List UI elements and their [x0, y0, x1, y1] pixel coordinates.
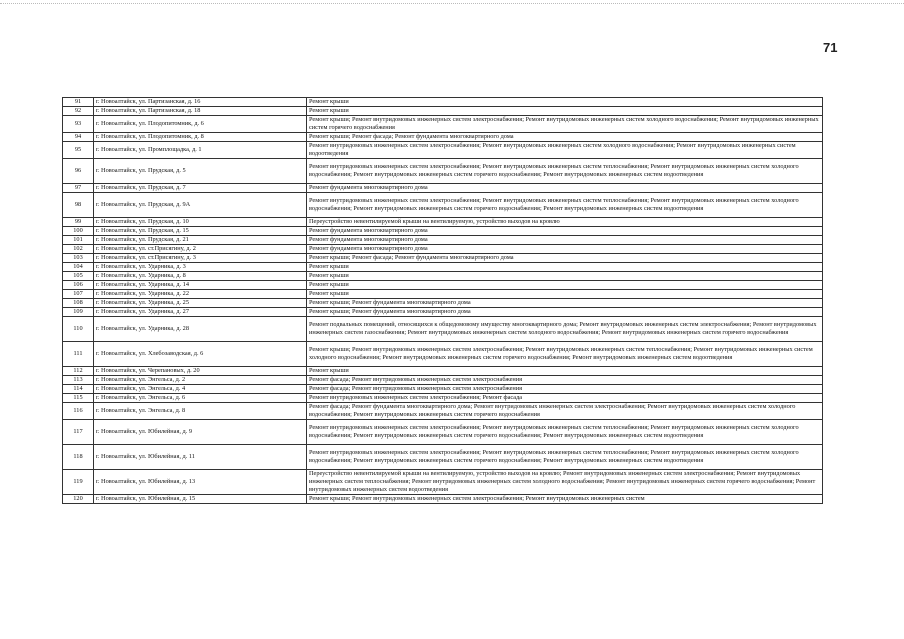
- row-address: г. Новоалтайск, ул. Ударника, д. 8: [94, 272, 307, 281]
- table-row: [63, 308, 823, 317]
- row-number: 104: [63, 263, 94, 272]
- table-row: [63, 299, 823, 308]
- table-row: [63, 263, 823, 272]
- row-works: Ремонт фундамента многоквартирного дома: [307, 227, 823, 236]
- table-row: [63, 317, 823, 342]
- row-works: Ремонт фундамента многоквартирного дома: [307, 184, 823, 193]
- row-number: 117: [63, 420, 94, 445]
- row-number: 100: [63, 227, 94, 236]
- row-works: Ремонт крыши; Ремонт фундамента многоквартирного дома: [307, 308, 823, 317]
- row-works: Переустройство невентилируемой крыши на вентилируемую, устройство выходов на кровлю; Ремонт внутридомовых инженерных систем электроснабжения; Ремонт внутридомовых инженерных систем теплоснабжения; Ремонт внутридомовых инженерных систем холодного водоснабжения; Ремонт внутридомовых инженерных систем горячего водоснабжения; Ремонт внутридомовых инженерных систем водоотведения: [307, 470, 823, 495]
- row-works: Ремонт внутридомовых инженерных систем электроснабжения; Ремонт внутридомовых инженерных систем теплоснабжения; Ремонт внутридомовых инженерных систем холодного водоснабжения; Ремонт внутридомовых инженерных систем горячего водоснабжения; Ремонт внутридомовых инженерных систем водоотведения: [307, 159, 823, 184]
- table-row: [63, 116, 823, 133]
- table-row: [63, 445, 823, 470]
- row-address: г. Новоалтайск, ул. Ударника, д. 14: [94, 281, 307, 290]
- row-address: г. Новоалтайск, ул. Энгельса, д. 8: [94, 403, 307, 420]
- row-number: 94: [63, 133, 94, 142]
- table-row: [63, 470, 823, 495]
- row-address: г. Новоалтайск, ул. Прудская, д. 10: [94, 218, 307, 227]
- row-address: г. Новоалтайск, ул. Прудская, д. 15: [94, 227, 307, 236]
- row-works: Ремонт внутридомовых инженерных систем электроснабжения; Ремонт внутридомовых инженерных систем холодного водоснабжения; Ремонт внутридомовых инженерных систем водоотведения: [307, 142, 823, 159]
- row-number: 102: [63, 245, 94, 254]
- row-works: Ремонт фасада; Ремонт фундамента многоквартирного дома; Ремонт внутридомовых инженерных систем электроснабжения; Ремонт внутридомовых инженерных систем холодного водоснабжения; Ремонт внутридомовых инженерных систем горячего водоснабжения: [307, 403, 823, 420]
- row-works: Ремонт фундамента многоквартирного дома: [307, 245, 823, 254]
- row-address: г. Новоалтайск, ул. Энгельса, д. 2: [94, 376, 307, 385]
- repair-table-container: [62, 97, 822, 504]
- row-number: 91: [63, 98, 94, 107]
- row-works: Ремонт крыши: [307, 98, 823, 107]
- table-row: [63, 98, 823, 107]
- row-number: 115: [63, 394, 94, 403]
- table-row: [63, 367, 823, 376]
- table-row: [63, 142, 823, 159]
- table-row: [63, 133, 823, 142]
- row-number: 98: [63, 193, 94, 218]
- row-number: 101: [63, 236, 94, 245]
- row-address: г. Новоалтайск, ул. Прудская, д. 5: [94, 159, 307, 184]
- row-number: 114: [63, 385, 94, 394]
- scan-edge-line: [0, 3, 904, 6]
- row-works: Ремонт крыши: [307, 367, 823, 376]
- row-address: г. Новоалтайск, ул. Партизанская, д. 18: [94, 107, 307, 116]
- table-row: [63, 342, 823, 367]
- table-row: [63, 394, 823, 403]
- row-address: г. Новоалтайск, ул. Партизанская, д. 16: [94, 98, 307, 107]
- row-works: Ремонт крыши: [307, 272, 823, 281]
- row-address: г. Новоалтайск, ул. Плодопитомник, д. 8: [94, 133, 307, 142]
- row-address: г. Новоалтайск, ул. Энгельса, д. 6: [94, 394, 307, 403]
- row-number: 118: [63, 445, 94, 470]
- table-row: [63, 272, 823, 281]
- row-number: 108: [63, 299, 94, 308]
- row-number: 109: [63, 308, 94, 317]
- table-row: [63, 385, 823, 394]
- row-works: Ремонт крыши; Ремонт фасада; Ремонт фундамента многоквартирного дома: [307, 254, 823, 263]
- table-row: [63, 290, 823, 299]
- row-address: г. Новоалтайск, ул. Юбилейная, д. 15: [94, 495, 307, 504]
- row-works: Ремонт крыши: [307, 107, 823, 116]
- row-works: Ремонт фасада; Ремонт внутридомовых инженерных систем электроснабжения: [307, 385, 823, 394]
- row-works: Ремонт подвальных помещений, относящихся к общедомовому имуществу многоквартирного дома; Ремонт внутридомовых инженерных систем электроснабжения; Ремонт внутридомовых инженерных систем газоснабжения; Ремонт внутридомовых инженерных систем холодного водоснабжения; Ремонт внутридомовых инженерных систем горячего водоснабжения: [307, 317, 823, 342]
- table-row: [63, 403, 823, 420]
- row-works: Ремонт внутридомовых инженерных систем электроснабжения; Ремонт внутридомовых инженерных систем теплоснабжения; Ремонт внутридомовых инженерных систем холодного водоснабжения; Ремонт внутридомовых инженерных систем горячего водоснабжения; Ремонт внутридомовых инженерных систем водоотведения: [307, 445, 823, 470]
- row-address: г. Новоалтайск, ул. Ударника, д. 28: [94, 317, 307, 342]
- row-number: 112: [63, 367, 94, 376]
- table-row: [63, 495, 823, 504]
- row-works: Ремонт крыши; Ремонт внутридомовых инженерных систем электроснабжения; Ремонт внутридомовых инженерных систем холодного водоснабжения; Ремонт внутридомовых инженерных систем горячего водоснабжения: [307, 116, 823, 133]
- row-address: г. Новоалтайск, ул. Прудская, д. 21: [94, 236, 307, 245]
- row-address: г. Новоалтайск, ул. Юбилейная, д. 11: [94, 445, 307, 470]
- row-number: 105: [63, 272, 94, 281]
- row-works: Ремонт крыши; Ремонт фасада; Ремонт фундамента многоквартирного дома: [307, 133, 823, 142]
- table-row: [63, 184, 823, 193]
- row-address: г. Новоалтайск, ул. Энгельса, д. 4: [94, 385, 307, 394]
- row-address: г. Новоалтайск, ул. Юбилейная, д. 13: [94, 470, 307, 495]
- row-number: 103: [63, 254, 94, 263]
- row-works: Ремонт крыши: [307, 263, 823, 272]
- row-address: г. Новоалтайск, ул. Промплощадка, д. 1: [94, 142, 307, 159]
- page-number: 71: [823, 40, 838, 55]
- row-works: Ремонт внутридомовых инженерных систем электроснабжения; Ремонт внутридомовых инженерных систем теплоснабжения; Ремонт внутридомовых инженерных систем холодного водоснабжения; Ремонт внутридомовых инженерных систем горячего водоснабжения; Ремонт внутридомовых инженерных систем водоотведения: [307, 420, 823, 445]
- row-address: г. Новоалтайск, ул. ст.Присягину, д. 2: [94, 245, 307, 254]
- row-works: Ремонт крыши: [307, 290, 823, 299]
- row-works: Ремонт фасада; Ремонт внутридомовых инженерных систем электроснабжения: [307, 376, 823, 385]
- row-address: г. Новоалтайск, ул. Черепановых, д. 20: [94, 367, 307, 376]
- row-number: 93: [63, 116, 94, 133]
- row-address: г. Новоалтайск, ул. ст.Присягину, д. 3: [94, 254, 307, 263]
- row-number: 120: [63, 495, 94, 504]
- table-row: [63, 107, 823, 116]
- row-address: г. Новоалтайск, ул. Ударника, д. 27: [94, 308, 307, 317]
- row-works: Ремонт крыши; Ремонт фундамента многоквартирного дома: [307, 299, 823, 308]
- table-row: [63, 281, 823, 290]
- row-number: 92: [63, 107, 94, 116]
- row-works: Ремонт крыши: [307, 281, 823, 290]
- row-number: 107: [63, 290, 94, 299]
- table-row: [63, 254, 823, 263]
- row-address: г. Новоалтайск, ул. Прудская, д. 9А: [94, 193, 307, 218]
- repair-table: [62, 97, 823, 504]
- row-works: Ремонт фундамента многоквартирного дома: [307, 236, 823, 245]
- row-number: 111: [63, 342, 94, 367]
- row-address: г. Новоалтайск, ул. Ударника, д. 3: [94, 263, 307, 272]
- row-address: г. Новоалтайск, ул. Ударника, д. 25: [94, 299, 307, 308]
- row-address: г. Новоалтайск, ул. Хлебозаводская, д. 6: [94, 342, 307, 367]
- row-works: Ремонт внутридомовых инженерных систем электроснабжения; Ремонт фасада: [307, 394, 823, 403]
- row-number: 106: [63, 281, 94, 290]
- row-address: г. Новоалтайск, ул. Плодопитомник, д. 6: [94, 116, 307, 133]
- table-row: [63, 159, 823, 184]
- table-row: [63, 420, 823, 445]
- row-number: 119: [63, 470, 94, 495]
- row-number: 110: [63, 317, 94, 342]
- repair-table-body: [63, 98, 823, 504]
- row-number: 116: [63, 403, 94, 420]
- row-works: Ремонт крыши; Ремонт внутридомовых инженерных систем электроснабжения; Ремонт внутридомовых инженерных систем теплоснабжения; Ремонт внутридомовых инженерных систем холодного водоснабжения; Ремонт внутридомовых инженерных систем горячего водоснабжения; Ремонт внутридомовых инженерных систем водоотведения: [307, 342, 823, 367]
- row-number: 97: [63, 184, 94, 193]
- table-row: [63, 236, 823, 245]
- table-row: [63, 227, 823, 236]
- row-works: Ремонт внутридомовых инженерных систем электроснабжения; Ремонт внутридомовых инженерных систем теплоснабжения; Ремонт внутридомовых инженерных систем холодного водоснабжения; Ремонт внутридомовых инженерных систем горячего водоснабжения; Ремонт внутридомовых инженерных систем водоотведения: [307, 193, 823, 218]
- row-works: Переустройство невентилируемой крыши на вентилируемую, устройство выходов на кровлю: [307, 218, 823, 227]
- row-works: Ремонт крыши; Ремонт внутридомовых инженерных систем электроснабжения; Ремонт внутридомовых инженерных систем: [307, 495, 823, 504]
- row-address: г. Новоалтайск, ул. Прудская, д. 7: [94, 184, 307, 193]
- row-number: 99: [63, 218, 94, 227]
- table-row: [63, 245, 823, 254]
- table-row: [63, 218, 823, 227]
- row-number: 96: [63, 159, 94, 184]
- row-number: 95: [63, 142, 94, 159]
- row-number: 113: [63, 376, 94, 385]
- row-address: г. Новоалтайск, ул. Юбилейная, д. 9: [94, 420, 307, 445]
- table-row: [63, 376, 823, 385]
- table-row: [63, 193, 823, 218]
- row-address: г. Новоалтайск, ул. Ударника, д. 22: [94, 290, 307, 299]
